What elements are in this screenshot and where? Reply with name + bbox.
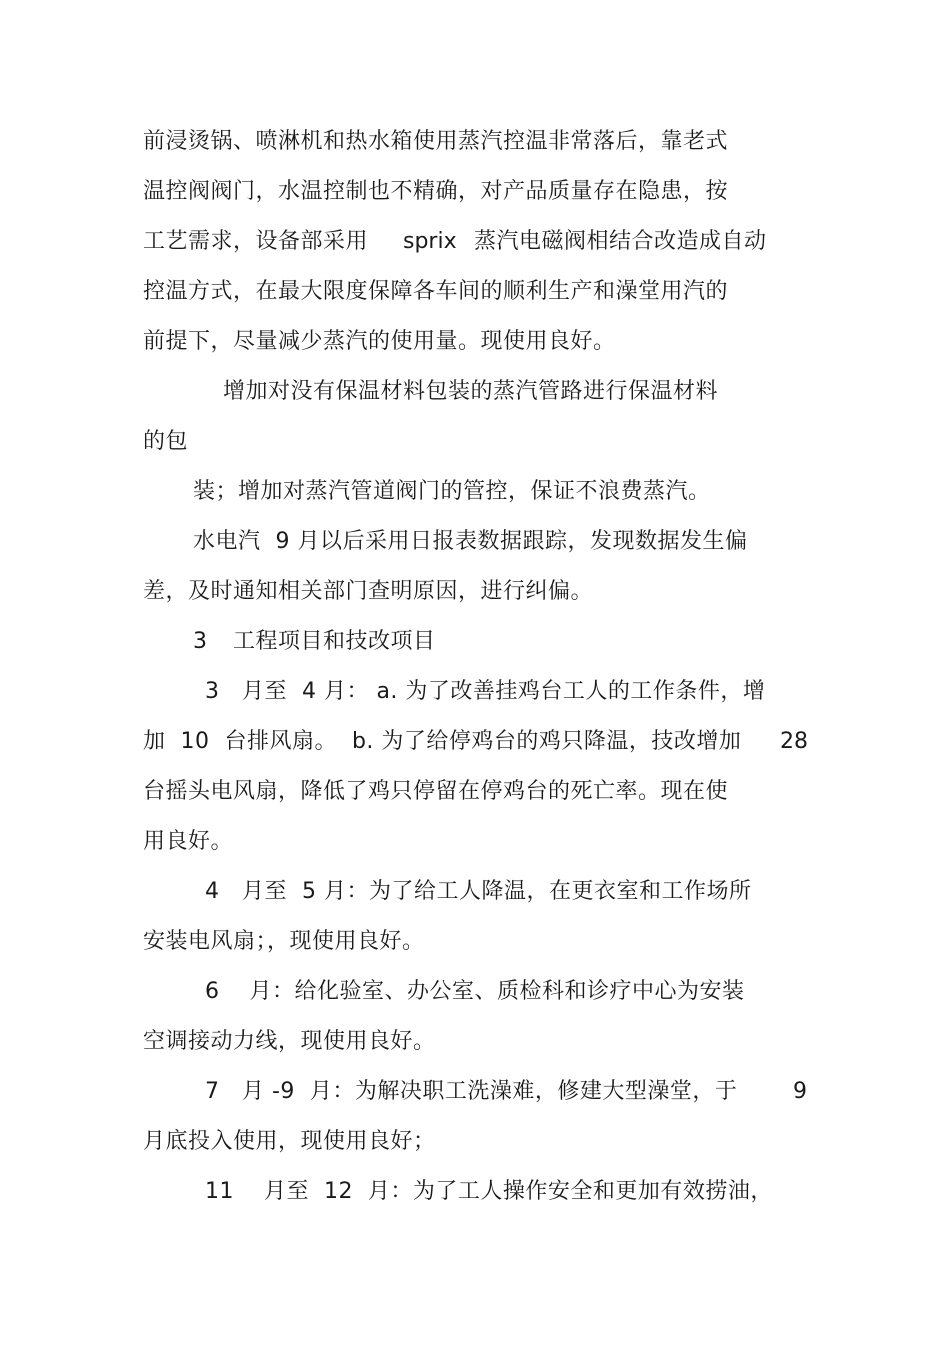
text-segment: sprix [403,229,457,254]
text-line: 蒸汽电磁阀相结合改造成自动 [474,229,767,254]
text-line: 台摇头电风扇，降低了鸡只停留在停鸡台的死亡率。现在使 [143,779,729,804]
text-line: 4 月至 5 月：为了给工人降温，在更衣室和工作场所 [205,879,752,904]
text-line: 11 月至 12 月：为了工人操作安全和更加有效捞油， [205,1179,773,1204]
text-line: 差，及时通知相关部门查明原因，进行纠偏。 [143,579,594,604]
text-line: 3 月至 4 月： a. 为了改善挂鸡台工人的工作条件，增 [205,679,766,704]
section-title: 工程项目和技改项目 [233,629,436,654]
text-line: 控温方式，在最大限度保障各车间的顺利生产和澡堂用汽的 [143,279,729,304]
text-line: 空调接动力线，现使用良好。 [143,1029,436,1054]
text-line: 温控阀阀门，水温控制也不精确，对产品质量存在隐患，按 [143,179,729,204]
text-line: 水电汽 9 月以后采用日报表数据跟踪，发现数据发生偏 [193,529,748,554]
text-line: 加 10 台排风扇。 b. 为了给停鸡台的鸡只降温，技改增加 [143,729,742,754]
text-line: 安装电风扇；，现使用良好。 [143,929,425,954]
text-line: 7 月 -9 月：为解决职工洗澡难，修建大型澡堂，于 [205,1079,738,1104]
text-line: 装；增加对蒸汽管道阀门的管控，保证不浪费蒸汽。 [193,479,711,504]
text-segment: 28 [780,729,808,754]
text-line: 用良好。 [143,829,234,854]
text-line: 前浸烫锅、喷淋机和热水箱使用蒸汽控温非常落后，靠老式 [143,129,729,154]
text-line: 前提下，尽量减少蒸汽的使用量。现使用良好。 [143,329,616,354]
text-segment: 9 [793,1079,807,1104]
text-line: 增加对没有保温材料包装的蒸汽管路进行保温材料 [223,379,719,404]
text-line: 的包 [143,429,189,454]
section-number: 3 [193,629,207,654]
text-line: 月底投入使用，现使用良好； [143,1129,436,1154]
text-line: 工艺需求，设备部采用 [143,229,369,254]
text-line: 6 月：给化验室、办公室、质检科和诊疗中心为安装 [205,979,745,1004]
